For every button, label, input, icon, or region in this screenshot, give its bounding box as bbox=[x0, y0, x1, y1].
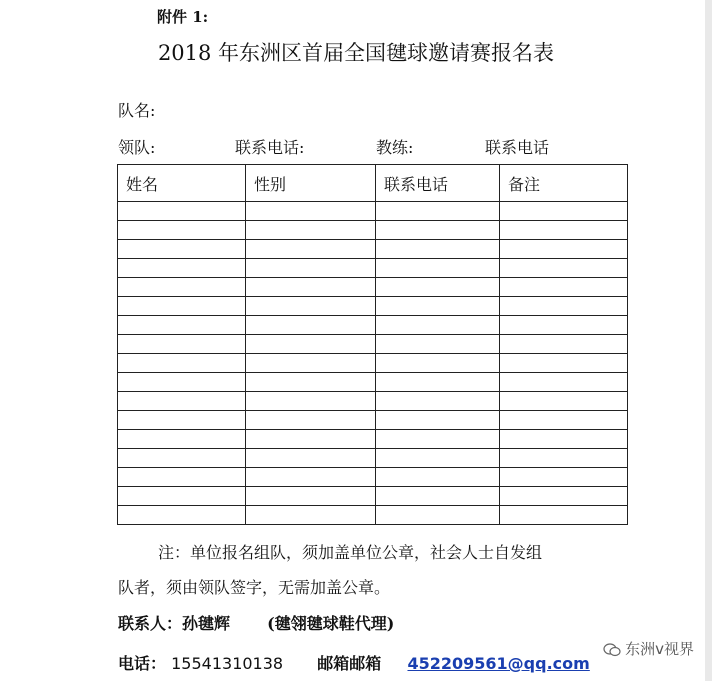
table-cell[interactable] bbox=[246, 202, 376, 221]
column-header-phone: 联系电话 bbox=[376, 165, 500, 202]
table-cell[interactable] bbox=[500, 411, 628, 430]
note-line-1: 注：单位报名组队，须加盖单位公章，社会人士自发组 bbox=[158, 543, 543, 562]
table-row bbox=[118, 411, 628, 430]
table-cell[interactable] bbox=[246, 240, 376, 259]
table-cell[interactable] bbox=[500, 468, 628, 487]
table-cell[interactable] bbox=[376, 449, 500, 468]
table-cell[interactable] bbox=[118, 354, 246, 373]
table-cell[interactable] bbox=[376, 240, 500, 259]
table-cell[interactable] bbox=[376, 259, 500, 278]
table-cell[interactable] bbox=[500, 335, 628, 354]
table-cell[interactable] bbox=[500, 354, 628, 373]
table-cell[interactable] bbox=[376, 411, 500, 430]
table-row bbox=[118, 373, 628, 392]
phone-row bbox=[118, 651, 590, 674]
leader-label: 领队: bbox=[118, 138, 156, 157]
table-row bbox=[118, 221, 628, 240]
table-cell[interactable] bbox=[376, 354, 500, 373]
table-cell[interactable] bbox=[246, 411, 376, 430]
table-cell[interactable] bbox=[118, 278, 246, 297]
table-cell[interactable] bbox=[246, 259, 376, 278]
table-cell[interactable] bbox=[376, 316, 500, 335]
table-cell[interactable] bbox=[500, 278, 628, 297]
table-cell[interactable] bbox=[246, 373, 376, 392]
contact-agent: (毽翎毽球鞋代理) bbox=[267, 614, 395, 633]
table-row bbox=[118, 240, 628, 259]
table-cell[interactable] bbox=[376, 506, 500, 525]
table-cell[interactable] bbox=[246, 487, 376, 506]
table-cell[interactable] bbox=[376, 430, 500, 449]
table-row bbox=[118, 354, 628, 373]
table-cell[interactable] bbox=[246, 278, 376, 297]
table-cell[interactable] bbox=[118, 506, 246, 525]
table-cell[interactable] bbox=[376, 392, 500, 411]
team-name-label: 队名: bbox=[118, 101, 156, 120]
table-cell[interactable] bbox=[118, 316, 246, 335]
table-row bbox=[118, 316, 628, 335]
table-cell[interactable] bbox=[118, 449, 246, 468]
table-cell[interactable] bbox=[118, 221, 246, 240]
wechat-icon bbox=[603, 643, 621, 657]
table-cell[interactable] bbox=[118, 335, 246, 354]
table-row bbox=[118, 202, 628, 221]
table-cell[interactable] bbox=[376, 468, 500, 487]
table-cell[interactable] bbox=[500, 506, 628, 525]
table-cell[interactable] bbox=[118, 411, 246, 430]
table-cell[interactable] bbox=[246, 335, 376, 354]
table-cell[interactable] bbox=[500, 487, 628, 506]
table-cell[interactable] bbox=[500, 259, 628, 278]
table-cell[interactable] bbox=[118, 373, 246, 392]
table-row bbox=[118, 449, 628, 468]
table-row bbox=[118, 335, 628, 354]
page-title: 2018 年东洲区首届全国毽球邀请赛报名表 bbox=[157, 41, 555, 65]
email-link[interactable]: 452209561@qq.com bbox=[407, 654, 590, 673]
table-cell[interactable] bbox=[118, 430, 246, 449]
table-cell[interactable] bbox=[500, 392, 628, 411]
table-cell[interactable] bbox=[118, 240, 246, 259]
coach-label: 教练: bbox=[376, 138, 414, 157]
table-row bbox=[118, 297, 628, 316]
table-cell[interactable] bbox=[500, 449, 628, 468]
table-cell[interactable] bbox=[376, 335, 500, 354]
table-cell[interactable] bbox=[376, 373, 500, 392]
watermark bbox=[603, 638, 694, 659]
phone-label: 电话： bbox=[118, 654, 167, 673]
table-cell[interactable] bbox=[246, 354, 376, 373]
table-cell[interactable] bbox=[500, 373, 628, 392]
leader-phone-label: 联系电话: bbox=[235, 138, 305, 157]
table-cell[interactable] bbox=[500, 297, 628, 316]
attachment-label: 附件 1: bbox=[157, 8, 209, 26]
table-row bbox=[118, 430, 628, 449]
table-row bbox=[118, 506, 628, 525]
coach-phone-label: 联系电话 bbox=[485, 138, 550, 157]
phone-number: 15541310138 bbox=[171, 654, 284, 673]
table-cell[interactable] bbox=[118, 202, 246, 221]
table-cell[interactable] bbox=[500, 430, 628, 449]
contact-row bbox=[118, 611, 394, 634]
table-cell[interactable] bbox=[246, 468, 376, 487]
table-cell[interactable] bbox=[376, 221, 500, 240]
table-row bbox=[118, 278, 628, 297]
column-header-name: 姓名 bbox=[118, 165, 246, 202]
table-cell[interactable] bbox=[118, 392, 246, 411]
table-cell[interactable] bbox=[246, 316, 376, 335]
table-cell[interactable] bbox=[376, 202, 500, 221]
table-row bbox=[118, 468, 628, 487]
email-label: 邮箱邮箱 bbox=[317, 654, 382, 673]
registration-table bbox=[117, 164, 628, 525]
table-cell[interactable] bbox=[246, 506, 376, 525]
table-cell[interactable] bbox=[376, 278, 500, 297]
table-row bbox=[118, 487, 628, 506]
page-edge-shadow bbox=[705, 0, 712, 681]
table-cell[interactable] bbox=[118, 259, 246, 278]
table-cell[interactable] bbox=[246, 430, 376, 449]
table-cell[interactable] bbox=[500, 316, 628, 335]
table-cell[interactable] bbox=[118, 487, 246, 506]
table-cell[interactable] bbox=[118, 297, 246, 316]
table-cell[interactable] bbox=[246, 297, 376, 316]
contact-person: 联系人：孙毽辉 bbox=[118, 614, 231, 633]
table-cell[interactable] bbox=[500, 240, 628, 259]
table-cell[interactable] bbox=[376, 487, 500, 506]
table-row bbox=[118, 259, 628, 278]
table-cell[interactable] bbox=[500, 202, 628, 221]
note-line-2: 队者，须由领队签字，无需加盖公章。 bbox=[118, 578, 391, 597]
table-row bbox=[118, 392, 628, 411]
watermark-text: 东洲v视界 bbox=[625, 640, 694, 658]
table-cell[interactable] bbox=[500, 221, 628, 240]
registration-table-body bbox=[118, 165, 628, 525]
table-cell[interactable] bbox=[246, 392, 376, 411]
table-header-row bbox=[118, 165, 628, 202]
column-header-remarks: 备注 bbox=[500, 165, 628, 202]
column-header-gender: 性别 bbox=[246, 165, 376, 202]
table-cell[interactable] bbox=[246, 221, 376, 240]
table-cell[interactable] bbox=[246, 449, 376, 468]
table-cell[interactable] bbox=[376, 297, 500, 316]
table-cell[interactable] bbox=[118, 468, 246, 487]
